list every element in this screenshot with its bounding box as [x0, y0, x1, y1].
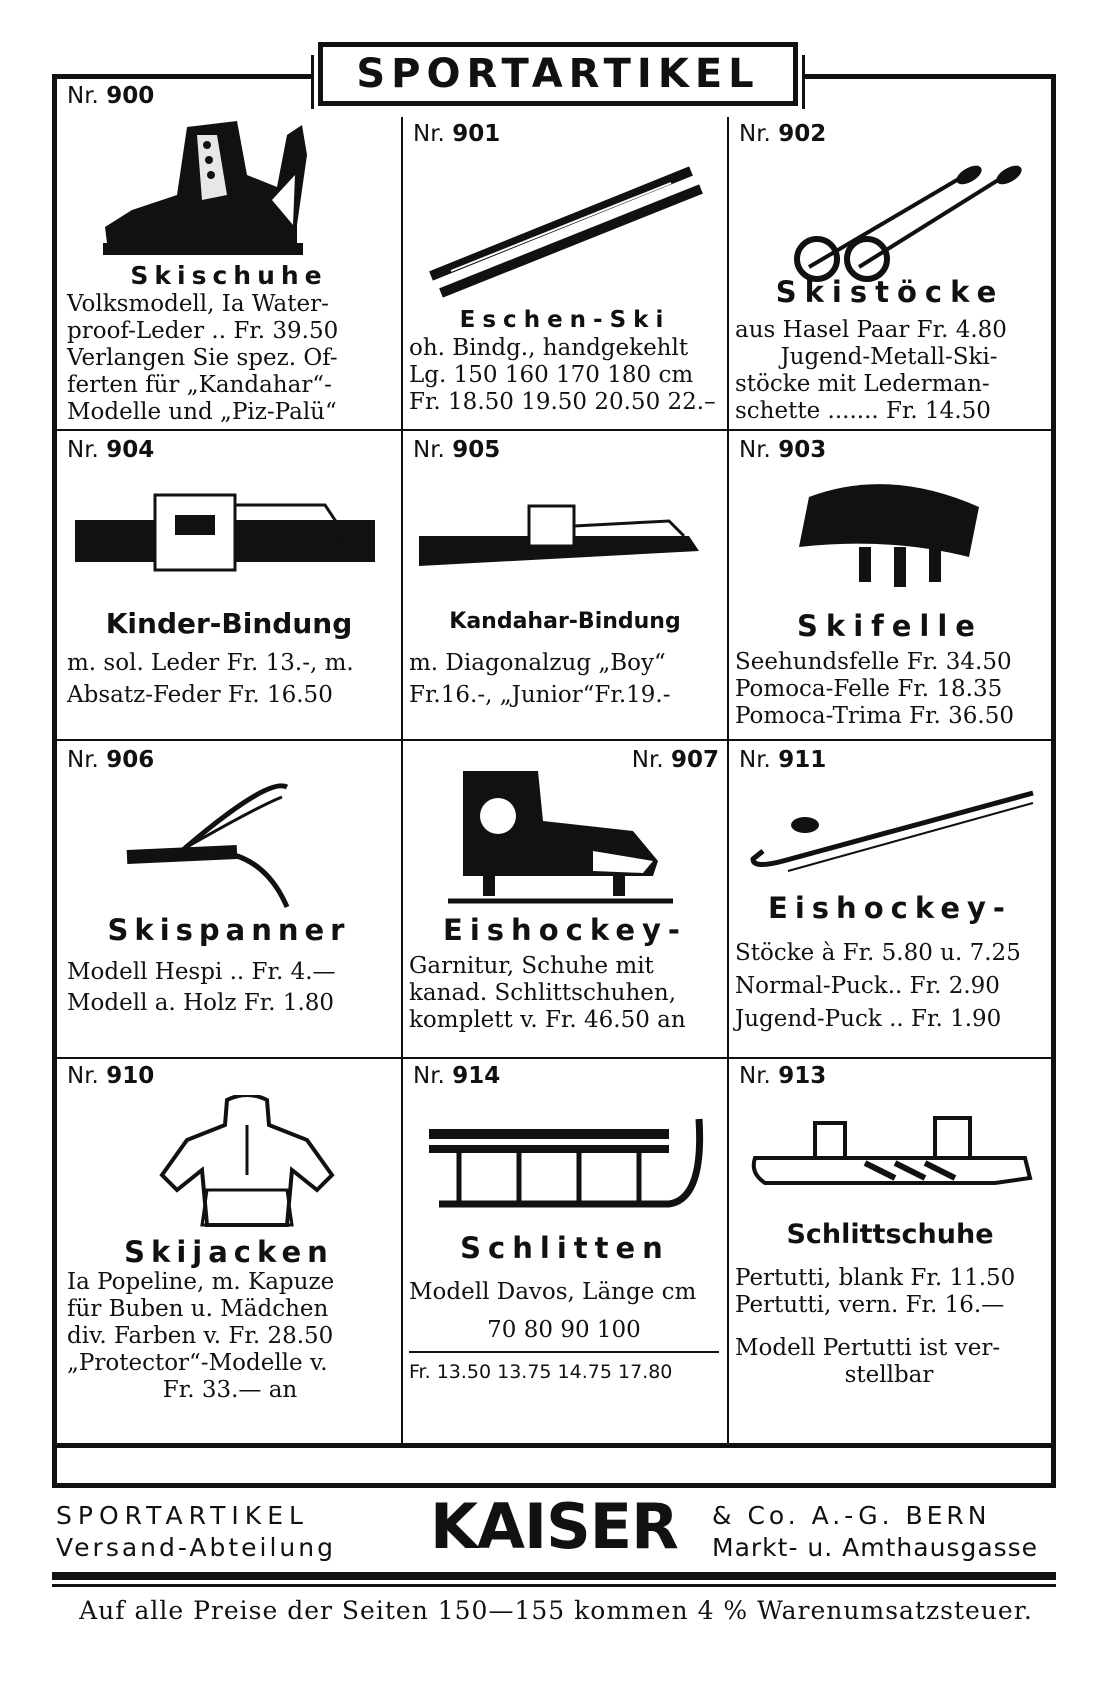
footer-rule-thick: [52, 1572, 1056, 1580]
product-cell-900: [57, 79, 401, 429]
product-description: m. sol. Leder Fr. 13.-, m. Absatz-Feder Fr. 16.50: [67, 650, 354, 708]
footer-address-line: Markt- u. Amthausgasse: [712, 1533, 1039, 1562]
product-cell-910: [57, 1059, 401, 1443]
product-cell-914: [403, 1059, 727, 1443]
product-description: m. Diagonalzug „Boy“ Fr.16.-, „Junior“Fr.19.-: [409, 650, 671, 708]
product-heading: Schlittschuhe: [786, 1219, 994, 1250]
footer-company-suffix: & Co. A.-G. BERN: [712, 1501, 991, 1530]
product-heading: Eschen-Ski: [459, 307, 671, 333]
product-heading: Eishockey-: [443, 913, 687, 947]
product-description: Pertutti, blank Fr. 11.50 Pertutti, vern. Fr. 16.— Modell Pertutti ist ver- stellbar: [735, 1265, 1016, 1388]
footer-rule-thin: [52, 1584, 1056, 1587]
hockey-stick-icon: [743, 781, 1043, 881]
product-heading: Skispanner: [107, 913, 351, 947]
product-cell-901: [403, 117, 727, 429]
climbing-skins-icon: [779, 467, 1009, 597]
product-number: Nr. 907: [631, 747, 719, 773]
product-description: Seehundsfelle Fr. 34.50 Pomoca-Felle Fr. 18.35 Pomoca-Trima Fr. 36.50: [735, 649, 1015, 729]
product-cell-911: [729, 741, 1051, 1057]
product-description: Stöcke à Fr. 5.80 u. 7.25 Normal-Puck.. Fr. 2.90 Jugend-Puck .. Fr. 1.90: [735, 940, 1021, 1032]
product-number: Nr. 905: [413, 437, 501, 463]
product-description: oh. Bindg., handgekehlt Lg. 150 160 170 180 cm Fr. 18.50 19.50 20.50 22.–: [409, 335, 716, 415]
product-cell-913: [729, 1059, 1051, 1443]
kandahar-binding-icon: [419, 491, 709, 581]
product-cell-903: [729, 431, 1051, 739]
footer-department-line: Versand-Abteilung: [56, 1533, 336, 1562]
footer-company-block: [56, 1500, 336, 1564]
product-number: Nr. 914: [413, 1063, 501, 1089]
product-number: Nr. 904: [67, 437, 155, 463]
product-heading: Skistöcke: [775, 275, 1005, 309]
footer-address-block: [712, 1500, 1038, 1564]
product-grid: [57, 79, 1051, 1481]
product-description: Volksmodell, Ia Water- proof-Leder .. Fr. 39.50 Verlangen Sie spez. Of- ferten für „Kandahar“- Modelle und „Piz-Palü“: [67, 291, 339, 425]
product-heading: Skijacken: [124, 1235, 334, 1269]
product-number: Nr. 913: [739, 1063, 827, 1089]
product-heading: Skifelle: [797, 609, 983, 643]
skates-icon: [745, 1103, 1035, 1203]
child-binding-icon: [75, 485, 385, 585]
product-cell-906: [57, 741, 401, 1057]
product-heading: Kandahar-Bindung: [449, 609, 681, 634]
ski-press-icon: [117, 777, 337, 917]
product-cell-902: [729, 117, 1051, 429]
tax-note: Auf alle Preise der Seiten 150—155 kommen 4 % Warenumsatzsteuer.: [79, 1596, 1033, 1625]
product-heading: Kinder-Bindung: [105, 607, 353, 640]
page-title: SPORTARTIKEL: [318, 42, 798, 106]
ski-poles-icon: [769, 147, 1029, 287]
product-cell-904: [57, 431, 401, 739]
ice-skate-boot-icon: [443, 761, 693, 911]
product-cell-905: [403, 431, 727, 739]
footer-company-line: SPORTARTIKEL: [56, 1501, 309, 1530]
product-cell-907: [403, 741, 727, 1057]
product-number: Nr. 903: [739, 437, 827, 463]
footer-divider: [57, 1443, 1051, 1448]
ski-boot-icon: [97, 115, 337, 265]
product-description: Modell Davos, Länge cm 70 80 90 100 Fr. 13.50 13.75 14.75 17.80: [409, 1273, 719, 1391]
product-number: Nr. 901: [413, 121, 501, 147]
product-heading: Eishockey-: [768, 891, 1012, 925]
product-heading: Skischuhe: [130, 261, 328, 290]
product-number: Nr. 911: [739, 747, 827, 773]
product-number: Nr. 906: [67, 747, 155, 773]
product-description: Garnitur, Schuhe mit kanad. Schlittschuhen, komplett v. Fr. 46.50 an: [409, 953, 686, 1033]
sled-icon: [419, 1099, 709, 1219]
skis-icon: [421, 161, 711, 301]
product-description: aus Hasel Paar Fr. 4.80 Jugend-Metall-Ski- stöcke mit Lederman- schette ....... Fr. 14.50: [735, 317, 1007, 424]
product-description: Modell Hespi .. Fr. 4.— Modell a. Holz Fr. 1.80: [67, 959, 336, 1016]
product-description: Ia Popeline, m. Kapuze für Buben u. Mädchen div. Farben v. Fr. 28.50 „Protector“-Modelle v. Fr. 33.— an: [67, 1269, 335, 1403]
product-number: Nr. 902: [739, 121, 827, 147]
product-number: Nr. 900: [67, 83, 155, 109]
product-heading: Schlitten: [460, 1231, 670, 1265]
ski-jacket-icon: [157, 1095, 337, 1235]
product-number: Nr. 910: [67, 1063, 155, 1089]
brand-name: KAISER: [430, 1490, 678, 1563]
